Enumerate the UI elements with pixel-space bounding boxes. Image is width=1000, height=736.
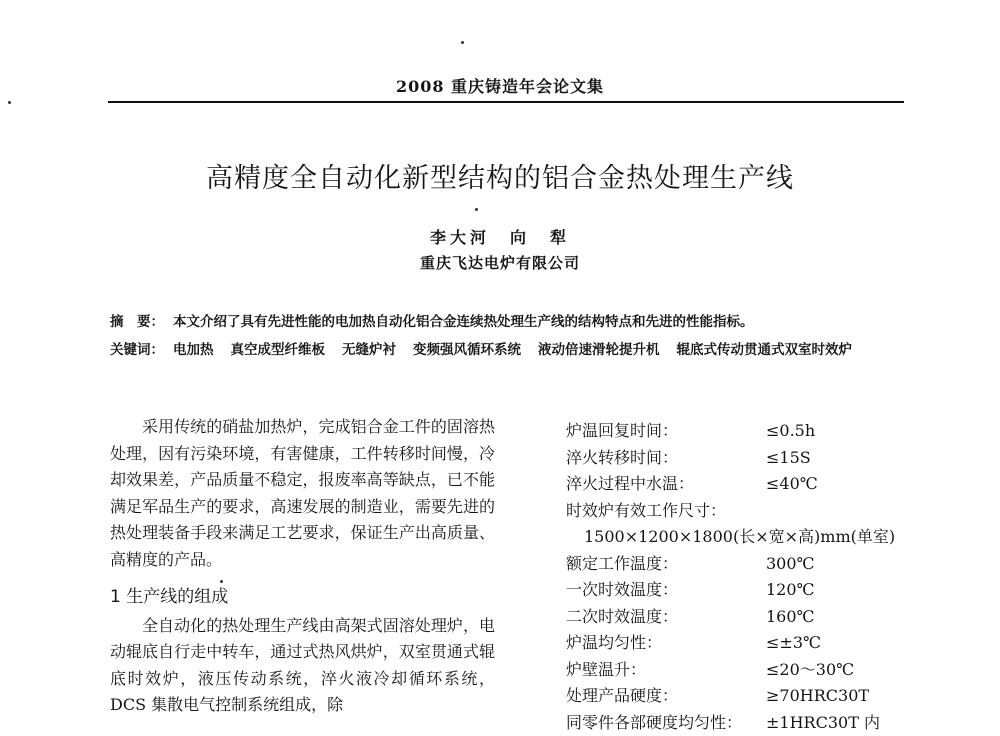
keyword: 真空成型纤维板 xyxy=(231,342,326,358)
scan-speck xyxy=(8,101,11,104)
keyword: 无缝炉衬 xyxy=(342,342,396,358)
spec-row xyxy=(566,710,906,736)
scan-speck xyxy=(461,41,464,44)
spec-row xyxy=(566,445,906,472)
spec-row xyxy=(566,604,906,631)
header-rule xyxy=(108,101,904,103)
spec-label: 处理产品硬度： xyxy=(566,683,678,710)
spec-label: 额定工作温度： xyxy=(566,551,678,578)
abstract-label: 摘 要： xyxy=(110,310,164,330)
left-column xyxy=(110,414,495,719)
spec-label: 淬火转移时间： xyxy=(566,445,678,472)
spec-label: 一次时效温度： xyxy=(566,577,678,604)
spec-value: ±1HRC30T 内 xyxy=(766,710,880,736)
spec-value: ≤±3℃ xyxy=(766,630,821,657)
spec-label: 炉温回复时间： xyxy=(566,418,678,445)
keywords-list xyxy=(173,338,910,362)
spec-value: 300℃ xyxy=(766,551,814,578)
intro-paragraph: 采用传统的硝盐加热炉，完成铝合金工件的固溶热处理，因有污染环境，有害健康，工件转移时间慢，冷却效果差，产品质量不稳定，报废率高等缺点，已不能满足军品生产的要求，高速发展的制造业，需要先进的热处理装备手段来满足工艺要求，保证生产出高质量、高精度的产品。 xyxy=(110,414,495,573)
spec-label: 时效炉有效工作尺寸： xyxy=(566,498,906,525)
section-heading: 1 生产线的组成 xyxy=(110,584,495,611)
scan-speck xyxy=(475,208,478,211)
spec-value: ≤40℃ xyxy=(766,471,818,498)
spec-label: 炉温均匀性： xyxy=(566,630,662,657)
spec-row xyxy=(566,683,906,710)
running-header: 2008 重庆铸造年会论文集 xyxy=(0,74,1000,97)
spec-row xyxy=(566,657,906,684)
spec-value: ≤15S xyxy=(766,445,811,472)
scan-speck xyxy=(220,580,223,583)
spec-value: ≤0.5h xyxy=(766,418,815,445)
keyword: 电加热 xyxy=(173,342,214,358)
paper-title: 高精度全自动化新型结构的铝合金热处理生产线 xyxy=(0,156,1000,195)
spec-label: 二次时效温度： xyxy=(566,604,678,631)
keyword: 液动倍速滑轮提升机 xyxy=(538,342,660,358)
spec-label: 同零件各部硬度均匀性： xyxy=(566,710,742,736)
keywords-label: 关键词： xyxy=(110,338,164,358)
section-paragraph: 全自动化的热处理生产线由高架式固溶处理炉，电动辊底自行走中转车，通过式热风烘炉，双室贯通式辊底时效炉，液压传动系统，淬火液冷却循环系统，DCS 集散电气控制系统组成，除 xyxy=(110,613,495,719)
keyword: 变频强风循环系统 xyxy=(413,342,521,358)
spec-value: ≤20～30℃ xyxy=(766,657,854,684)
spec-row xyxy=(566,418,906,445)
spec-list xyxy=(566,418,906,736)
keyword: 辊底式传动贯通式双室时效炉 xyxy=(677,342,853,358)
spec-row xyxy=(566,577,906,604)
abstract-text: 本文介绍了具有先进性能的电加热自动化铝合金连续热处理生产线的结构特点和先进的性能指标。 xyxy=(173,310,910,334)
spec-label: 淬火过程中水温： xyxy=(566,471,694,498)
spec-value: 160℃ xyxy=(766,604,814,631)
spec-row xyxy=(566,630,906,657)
spec-row xyxy=(566,551,906,578)
spec-value: 1500×1200×1800(长×宽×高)mm(单室) xyxy=(566,524,906,551)
affiliation: 重庆飞达电炉有限公司 xyxy=(0,252,1000,273)
spec-value: ≥70HRC30T xyxy=(766,683,869,710)
authors: 李大河 向 犁 xyxy=(0,225,1000,248)
spec-value: 120℃ xyxy=(766,577,814,604)
spec-label: 炉壁温升： xyxy=(566,657,646,684)
spec-row xyxy=(566,471,906,498)
